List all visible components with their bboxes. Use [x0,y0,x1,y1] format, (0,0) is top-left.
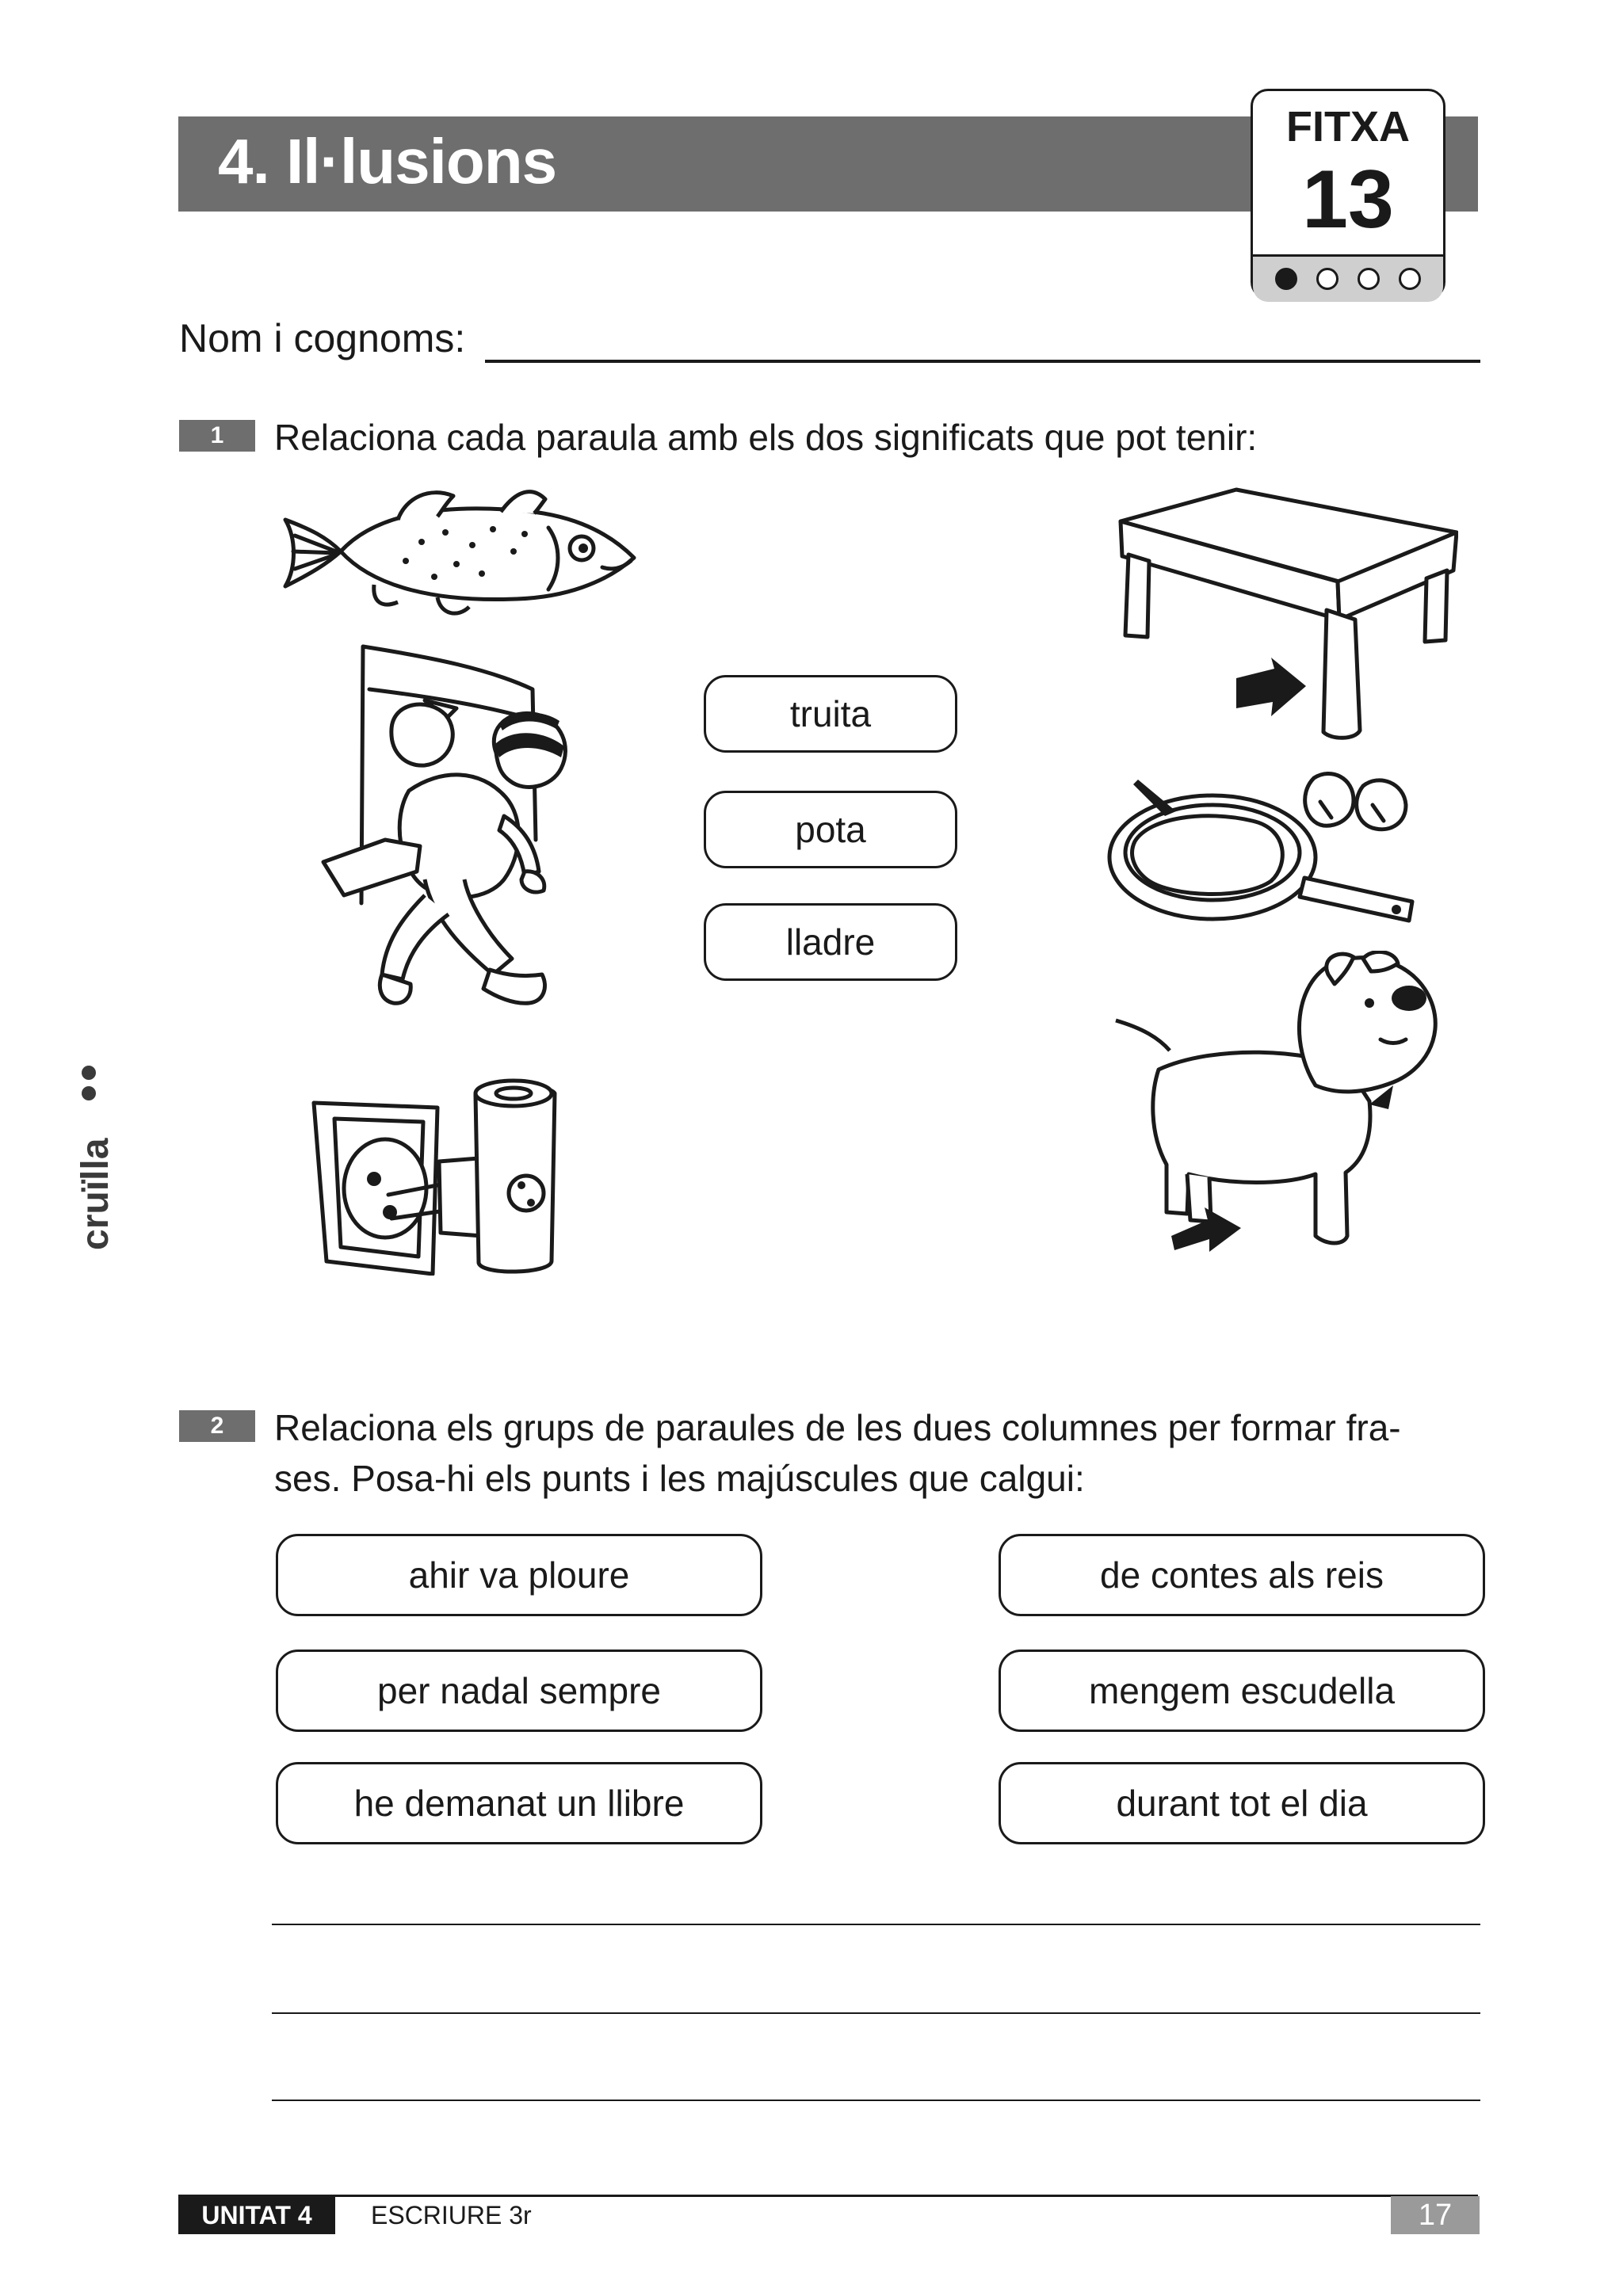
answer-line[interactable] [272,2012,1480,2014]
level-dot-empty [1358,268,1380,290]
plug-socket-illustration[interactable] [306,1077,575,1276]
phrase-box-right[interactable]: durant tot el dia [999,1762,1485,1844]
phrase-box-right[interactable]: mengem escudella [999,1650,1485,1732]
name-label: Nom i cognoms: [179,316,466,360]
exercise-2-instruction-line2: ses. Posa-hi els punts i les majúscules que calgui: [274,1458,1085,1499]
omelette-pan-illustration[interactable] [1102,770,1419,936]
exercise-1-instruction: Relaciona cada paraula amb els dos significats que pot tenir: [274,417,1258,458]
footer-book-title: ESCRIURE 3r [371,2201,532,2229]
word-box-lladre[interactable]: lladre [704,903,957,981]
fitxa-badge [1251,89,1445,299]
level-dot-empty [1399,268,1421,290]
exercise-2-instruction-line1: Relaciona els grups de paraules de les dues columnes per formar fra- [274,1407,1401,1448]
thief-illustration[interactable] [306,642,585,1054]
phrase-box-right[interactable]: de contes als reis [999,1534,1485,1616]
svg-text:cruïlla: cruïlla [74,1138,116,1250]
level-dot-empty [1316,268,1338,290]
brand-logo [73,1062,120,1252]
exercise-1-number: 1 [179,420,255,452]
word-box-pota[interactable]: pota [704,791,957,868]
level-dot-filled [1275,268,1297,290]
phrase-box-left[interactable]: he demanat un llibre [276,1762,762,1844]
name-input-line[interactable] [485,360,1480,363]
answer-line[interactable] [272,1924,1480,1925]
word-box-truita[interactable]: truita [704,675,957,753]
fitxa-number: 13 [1302,154,1394,246]
phrase-box-left[interactable]: ahir va ploure [276,1534,762,1616]
level-indicator [1253,254,1443,302]
answer-line[interactable] [272,2100,1480,2101]
phrase-box-left[interactable]: per nadal sempre [276,1650,762,1732]
dog-leg-illustration[interactable] [1111,951,1444,1260]
page-number: 17 [1391,2196,1480,2234]
footer-rule [178,2195,1478,2197]
table-leg-illustration[interactable] [1102,485,1458,746]
footer-unit: UNITAT 4 [178,2196,335,2234]
page-title: 4. Il·lusions [218,126,557,196]
fitxa-label: FITXA [1286,103,1410,151]
fish-illustration[interactable] [279,482,643,623]
exercise-2-number: 2 [179,1410,255,1442]
